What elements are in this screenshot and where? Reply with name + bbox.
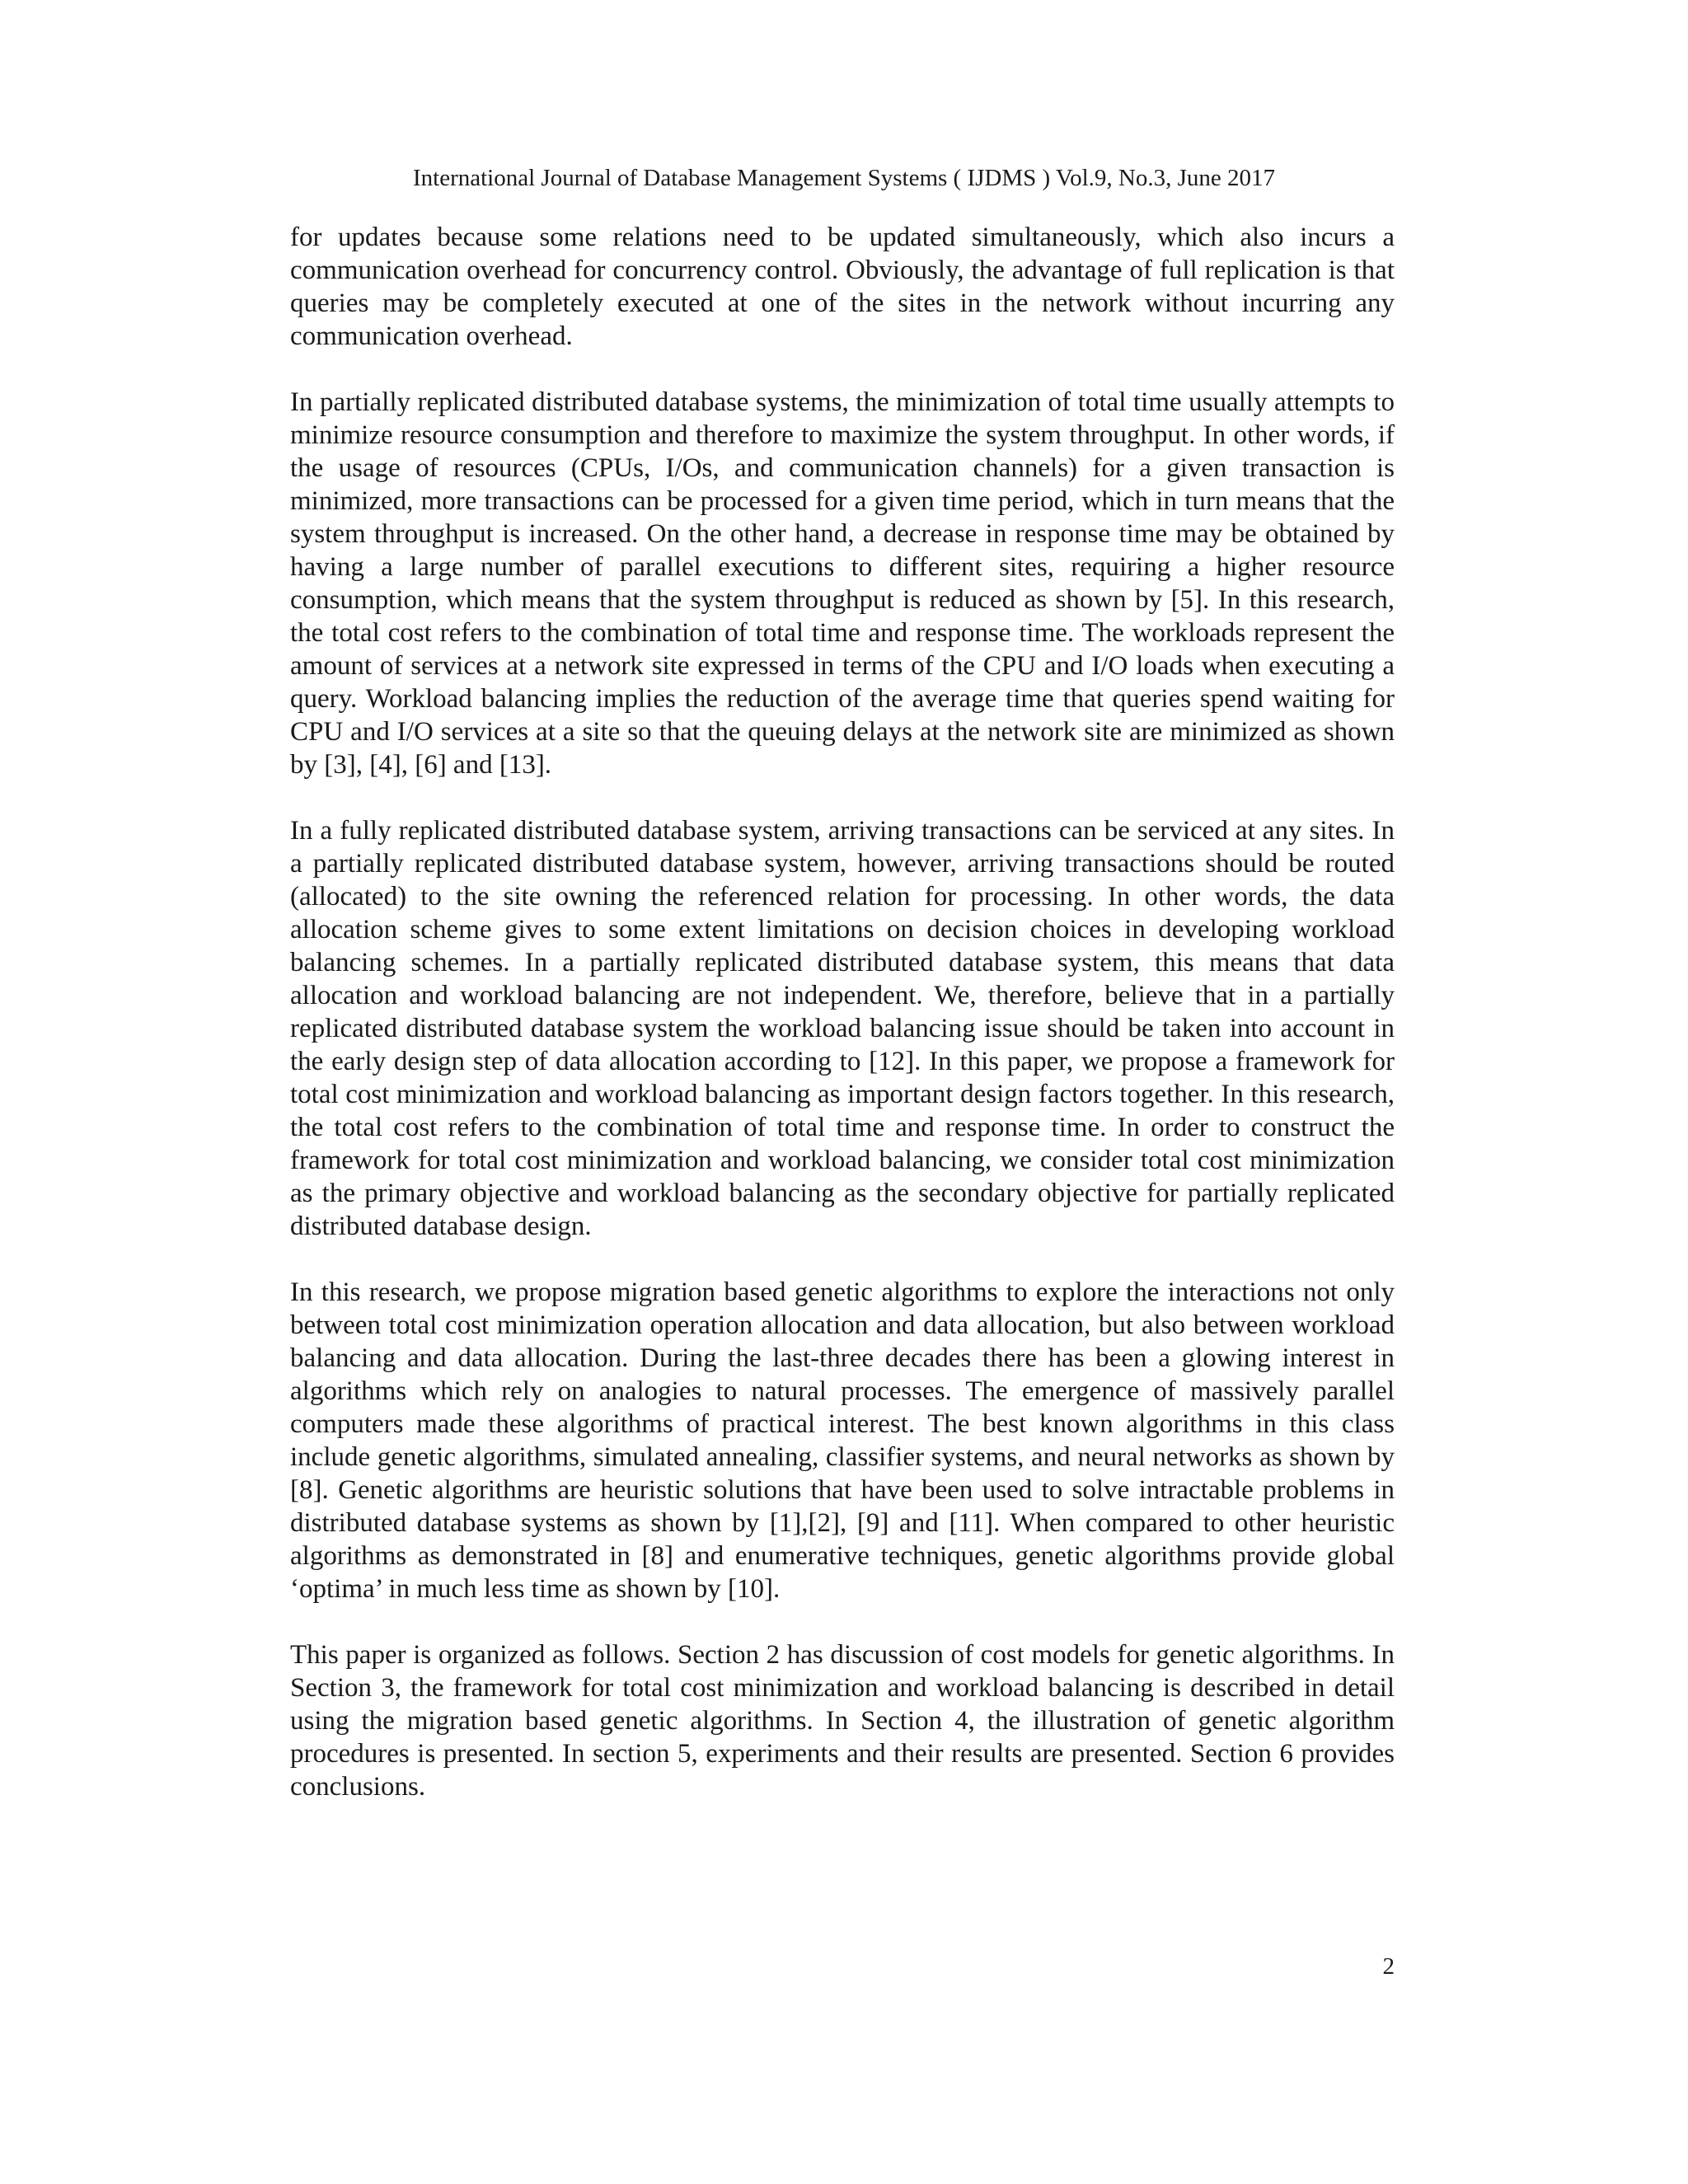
paragraph-genetic-algorithms: In this research, we propose migration based genetic algorithms to explore the interactions not only between total cost minimization operation allocation and data allocation, but also between workload balancing and data allocation. During the last-three decades there has been a glowing interest in algorithms which rely on analogies to natural processes. The emergence of massively parallel computers made these algorithms of practical interest. The best known algorithms in this class include genetic algorithms, simulated annealing, classifier systems, and neural networks as shown by [8]. Genetic algorithms are heuristic solutions that have been used to solve intractable problems in distributed database systems as shown by [1],[2], [9] and [11]. When compared to other heuristic algorithms as demonstrated in [8] and enumerative techniques, genetic algorithms provide global ‘optima’ in much less time as shown by [10]. [290, 1277, 1395, 1604]
paragraph-workload-balancing: In a fully replicated distributed database system, arriving transactions can be serviced at any sites. In a partially replicated distributed database system, however, arriving transactions should be routed (allocated) to the site owning the referenced relation for processing. In other words, the data allocation scheme gives to some extent limitations on decision choices in developing workload balancing schemes. In a partially replicated distributed database system, this means that data allocation and workload balancing are not independent. We, therefore, believe that in a partially replicated distributed database system the workload balancing issue should be taken into account in the early design step of data allocation according to [12]. In this paper, we propose a framework for total cost minimization and workload balancing as important design factors together. In this research, the total cost refers to the combination of total time and response time. In order to construct the framework for total cost minimization and workload balancing, we consider total cost minimization as the primary objective and workload balancing as the secondary objective for partially replicated distributed database design. [290, 816, 1395, 1241]
running-header: International Journal of Database Management Systems ( IJDMS ) Vol.9, No.3, June 2017 [413, 165, 1275, 191]
paragraph-replication-overhead: for updates because some relations need to be updated simultaneously, which also incurs a communication overhead for concurrency control. Obviously, the advantage of full replication is that queries may be completely executed at one of the sites in the network without incurring any communication overhead. [290, 223, 1395, 351]
paragraph-partial-replication: In partially replicated distributed database systems, the minimization of total time usually attempts to minimize resource consumption and therefore to maximize the system throughput. In other words, if the usage of resources (CPUs, I/Os, and communication channels) for a given transaction is minimized, more transactions can be processed for a given time period, which in turn means that the system throughput is increased. On the other hand, a decrease in response time may be obtained by having a large number of parallel executions to different sites, requiring a higher resource consumption, which means that the system throughput is reduced as shown by [5]. In this research, the total cost refers to the combination of total time and response time. The workloads represent the amount of services at a network site expressed in terms of the CPU and I/O loads when executing a query. Workload balancing implies the reduction of the average time that queries spend waiting for CPU and I/O services at a site so that the queuing delays at the network site are minimized as shown by [3], [4], [6] and [13]. [290, 387, 1395, 780]
page-number: 2 [1382, 1953, 1395, 1980]
body-text [290, 221, 1395, 1836]
paragraph-organization: This paper is organized as follows. Section 2 has discussion of cost models for genetic algorithms. In Section 3, the framework for total cost minimization and workload balancing is described in detail using the migration based genetic algorithms. In Section 4, the illustration of genetic algorithm procedures is presented. In section 5, experiments and their results are presented. Section 6 provides conclusions. [290, 1640, 1395, 1802]
